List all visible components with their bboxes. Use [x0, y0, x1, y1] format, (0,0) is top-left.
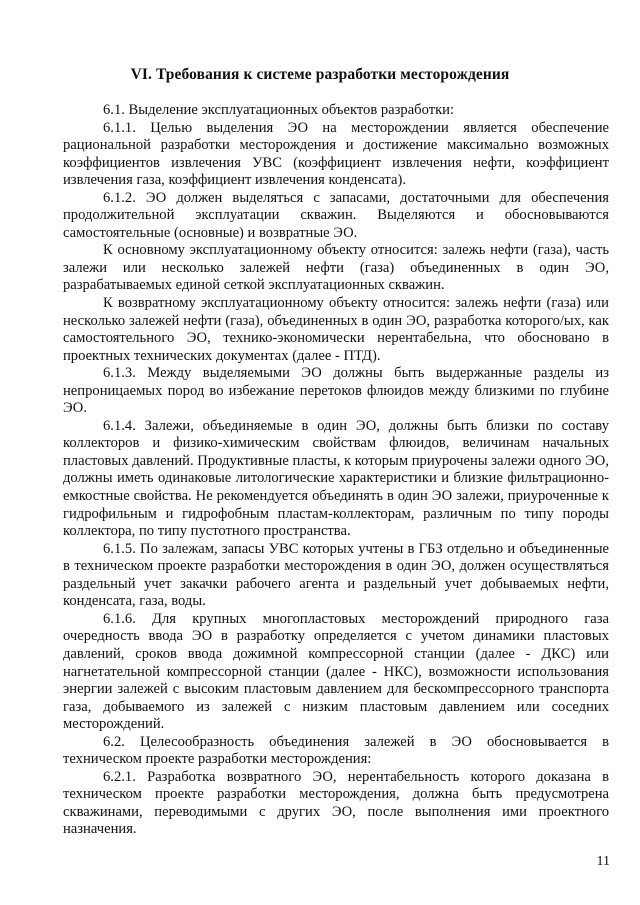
page-number: 11	[596, 854, 610, 869]
section-body	[63, 102, 609, 839]
paragraph-main-object: К основному эксплуатационному объекту относится: залежь нефти (газа), часть залежи или несколько залежей нефти (газа) объединенных в один ЭО, разрабатываемых единой сеткой эксплуатационных скважин.	[63, 242, 609, 294]
paragraph-6-1: 6.1. Выделение эксплуатационных объектов разработки:	[103, 102, 455, 118]
paragraph-6-1-6: 6.1.6. Для крупных многопластовых месторождений природного газа очередность ввода ЭО в разработку определяется с учетом динамики пластовых давлений, сроков ввода дожимной компрессорной станции (далее - ДКС) или нагнетательной компрессорной станции (далее - НКС), возможности использования энергии залежей с высоким пластовым давлением для бескомпрессорного транспорта газа, добываемого из залежей с низким пластовым давлением или соседних месторождений.	[63, 610, 609, 733]
section-heading: VI. Требования к системе разработки месторождения	[130, 66, 510, 83]
paragraph-6-1-5: 6.1.5. По залежам, запасы УВС которых учтены в ГБЗ отдельно и объединенные в техническом проекте разработки месторождения в один ЭО, должен осуществляться раздельный учет закачки рабочего агента и раздельный учет добываемых нефти, конденсата, газа, воды.	[63, 540, 609, 610]
paragraph-6-1-4: 6.1.4. Залежи, объединяемые в один ЭО, должны быть близки по составу коллекторов и физико-химическим свойствам флюидов, величинам начальных пластовых давлений. Продуктивные пласты, к которым приурочены залежи одного ЭО, должны иметь одинаковые литологические характеристики и близкие фильтрационно-емкостные свойства. Не рекомендуется объединять в один ЭО залежи, приуроченные к гидрофильным и гидрофобным пластам-коллекторам, различным по типу породы коллектора, по типу пустотного пространства.	[63, 417, 609, 540]
paragraph-6-1-3: 6.1.3. Между выделяемыми ЭО должны быть выдержанные разделы из непроницаемых пород во избежание перетоков флюидов между близкими по глубине ЭО.	[63, 365, 609, 417]
paragraph-return-object: К возвратному эксплуатационному объекту относится: залежь нефти (газа) или несколько залежей нефти (газа), объединенных в один ЭО, разработка которого/ых, как самостоятельного ЭО, технико-экономически нерентабельна, что обосновано в проектных технических документах (далее - ПТД).	[63, 295, 609, 364]
paragraph-6-1-2: 6.1.2. ЭО должен выделяться с запасами, достаточными для обеспечения продолжительной эксплуатации скважин. Выделяются и обосновываются самостоятельные (основные) и возвратные ЭО.	[63, 189, 609, 241]
paragraph-6-2: 6.2. Целесообразность объединения залежей в ЭО обосновывается в техническом проекте разработки месторождения:	[63, 733, 609, 768]
paragraph-6-2-1: 6.2.1. Разработка возвратного ЭО, нерентабельность которого доказана в техническом проекте разработки месторождения, должна быть предусмотрена скважинами, переводимыми с других ЭО, после выполнения ими проектного назначения.	[63, 768, 609, 838]
paragraph-6-1-1: 6.1.1. Целью выделения ЭО на месторождении является обеспечение рациональной разработки месторождения и достижение максимально возможных коэффициентов извлечения УВС (коэффициент извлечения нефти, коэффициент извлечения газа, коэффициент извлечения конденсата).	[63, 119, 609, 189]
